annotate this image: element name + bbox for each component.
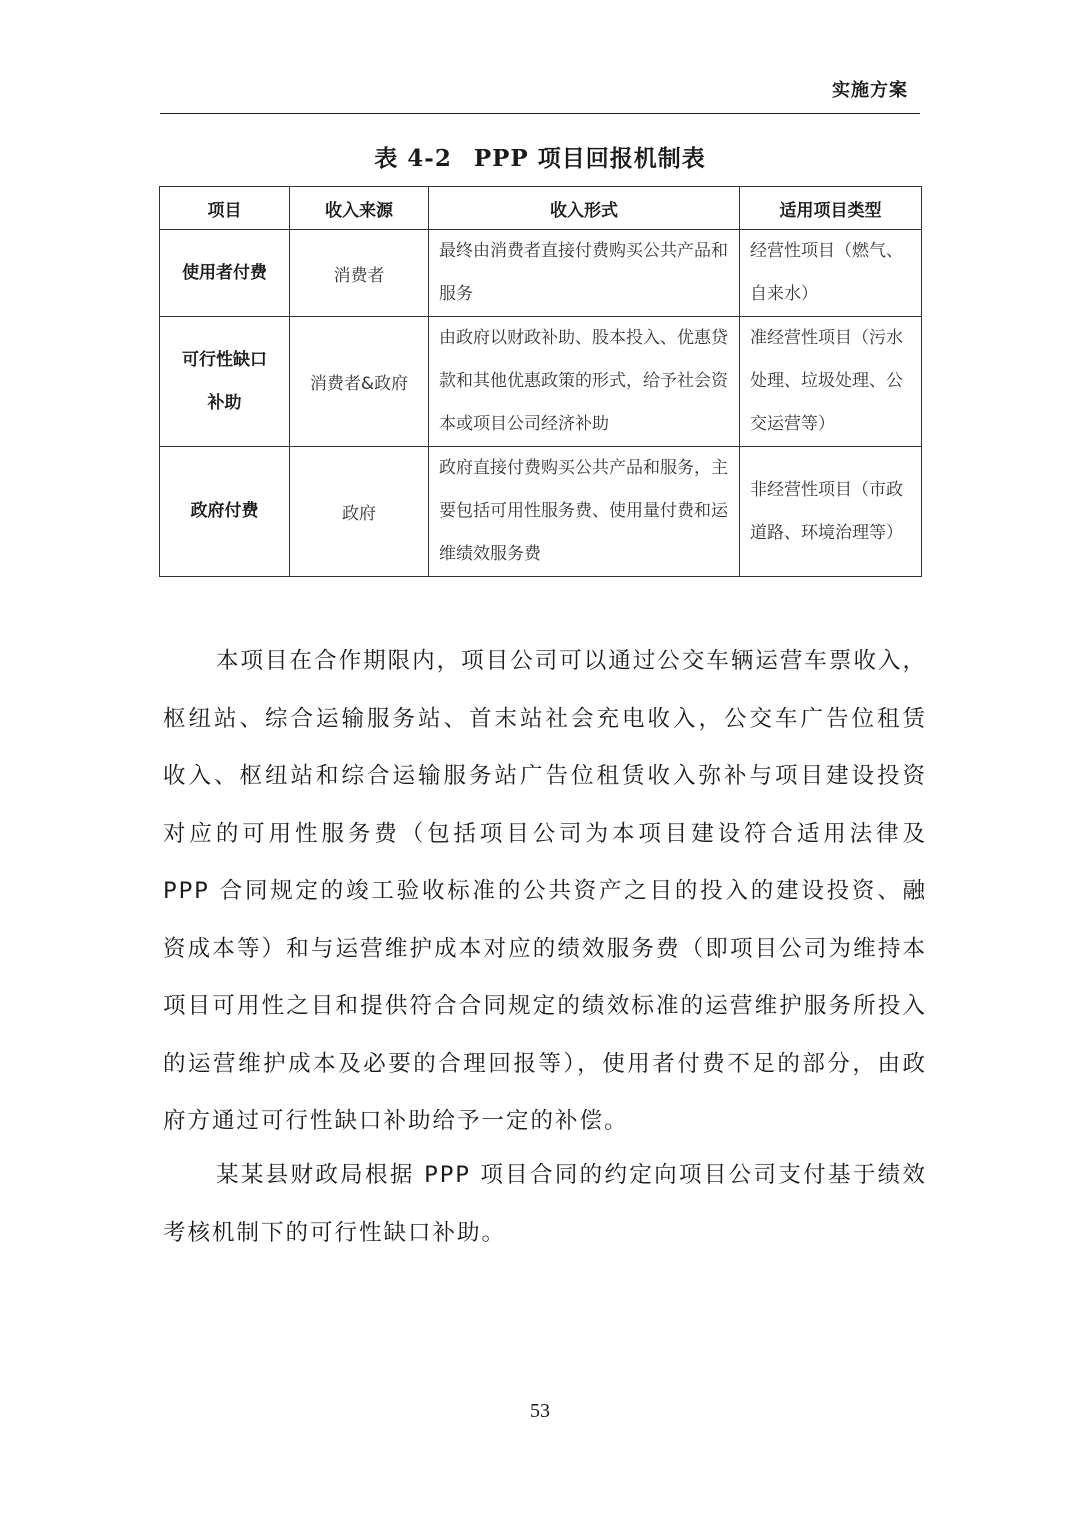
table-caption xyxy=(160,140,920,173)
cell-form: 政府直接付费购买公共产品和服务，主要包括可用性服务费、使用量付费和运维绩效服务费 xyxy=(429,447,740,577)
cell-form: 由政府以财政补助、股本投入、优惠贷款和其他优惠政策的形式，给予社会资本或项目公司经济补助 xyxy=(429,317,740,447)
column-header-form: 收入形式 xyxy=(429,187,740,230)
header-divider xyxy=(160,113,920,114)
ppp-return-mechanism-table xyxy=(159,186,922,577)
cell-type: 非经营性项目（市政道路、环境治理等） xyxy=(740,447,922,577)
cell-source: 消费者 xyxy=(290,230,429,317)
table-row xyxy=(160,230,922,317)
cell-source: 政府 xyxy=(290,447,429,577)
cell-type: 经营性项目（燃气、自来水） xyxy=(740,230,922,317)
cell-item: 政府付费 xyxy=(160,447,290,577)
table-row xyxy=(160,447,922,577)
paragraph-text: 本项目在合作期限内，项目公司可以通过公交车辆运营车票收入，枢纽站、综合运输服务站、首末站社会充电收入，公交车广告位租赁 收入、枢纽站和综合运输服务站广告位租赁收入弥补与项目建设投资 对应的可用性服务费（包括项目公司为本项目建设符合适用法律及 PPP 合同规定的竣工验收标准的公共资产之目的投入的建设投资、融资成本等）和与运营维护成本对应的绩效服务费（即项目公司为维持本项目可用性之目和提供符合合同规定的绩效标准的运营维护服务所投入的运营维护成本及必要的合理回报等），使用者付费不足的部分，由政府方通过可行性缺口补助给予一定的补偿。 xyxy=(163,648,927,1134)
cell-item: 可行性缺口补助 xyxy=(160,317,290,447)
table-header-row xyxy=(160,187,922,230)
paragraph-text: 某某县财政局根据 PPP 项目合同的约定向项目公司支付基于绩效考核机制下的可行性缺口补助。 xyxy=(163,1162,927,1246)
table-caption-title: PPP 项目回报机制表 xyxy=(473,145,706,172)
table-row xyxy=(160,317,922,447)
column-header-source: 收入来源 xyxy=(290,187,429,230)
cell-type: 准经营性项目（污水处理、垃圾处理、公交运营等） xyxy=(740,317,922,447)
cell-form: 最终由消费者直接付费购买公共产品和服务 xyxy=(429,230,740,317)
column-header-item: 项目 xyxy=(160,187,290,230)
body-paragraph-2 xyxy=(163,1147,927,1262)
table-caption-number: 表 4-2 xyxy=(374,145,452,172)
column-header-type: 适用项目类型 xyxy=(740,187,922,230)
cell-item: 使用者付费 xyxy=(160,230,290,317)
cell-source: 消费者&政府 xyxy=(290,317,429,447)
page-number: 53 xyxy=(530,1400,550,1422)
body-paragraph-1 xyxy=(163,633,927,1151)
running-header: 实施方案 xyxy=(832,80,908,101)
